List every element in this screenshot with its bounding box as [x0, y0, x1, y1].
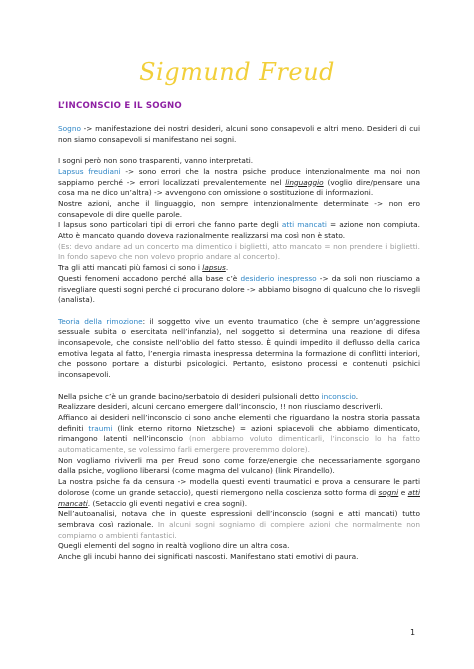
styled-text-run: Lapsus freudiani: [58, 166, 121, 176]
text-run: La nostra psiche fa da censura -> modella questi eventi traumatici e prova a censurare le parti dolorose (come un grande setaccio), questi riemergono nella coscienza sotto forma di: [58, 477, 420, 497]
text-run: Nella psiche c’è un grande bacino/serbatoio di desideri pulsionali detto: [58, 391, 322, 401]
paragraph: [58, 509, 420, 541]
text-run: Anche gli incubi hanno dei significati nascosti. Manifestano stati emotivi di paura.: [58, 552, 359, 562]
text-run: Affianco ai desideri nell’inconscio ci sono anche elementi che riguardano la nostra storia passata definiti: [58, 412, 420, 433]
paragraph: [58, 456, 420, 477]
text-run: . (Setaccio gli eventi negativi e crea sogni).: [87, 498, 248, 508]
paragraph: [58, 392, 420, 403]
paragraph: [58, 477, 420, 509]
text-run: : il soggetto vive un evento traumatico (che è sempre un’aggressione sessuale subita o esercitata nell’infanzia), nel soggetto si determina una reazione di difesa inconsapevole, che consiste nell’oblio del fatto stesso. È quindi impedito il deflusso della carica emotiva legata al fatto, l’energia rimasta inespressa determina la formazione di conflitti interiori, che possono portare a disturbi psicologici. Pertanto, esistono processi e contenuti psichici inconsapevoli.: [58, 316, 420, 380]
paragraph-gap: [58, 306, 420, 317]
styled-text-run: sogni: [378, 487, 399, 497]
paragraph: [58, 242, 420, 263]
paragraph: [58, 541, 420, 552]
styled-text-run: (Es: devo andare ad un concerto ma dimentico i biglietti, atto mancato = non prendere i biglietti. In fondo sapevo che non volevo proprio andare al concerto).: [58, 241, 420, 262]
text-run: Realizzare desideri, alcuni cercano emergere dall’inconscio, !! non riusciamo descriverli.: [58, 402, 383, 412]
styled-text-run: atti mancati: [281, 220, 327, 230]
document-title: Sigmund Freud: [139, 58, 335, 86]
text-run: e: [398, 487, 408, 497]
text-run: I lapsus sono particolari tipi di errori che fanno parte degli: [58, 220, 282, 230]
text-run: Questi fenomeni accadono perché alla base c’è: [58, 273, 241, 283]
paragraph: [58, 274, 420, 306]
paragraph: [58, 317, 420, 381]
text-run: -> manifestazione dei nostri desideri, alcuni sono consapevoli e altri meno. Desideri di cui non siamo consapevoli si manifestano nei sogni.: [58, 124, 420, 144]
paragraph: [58, 402, 420, 413]
styled-text-run: inconscio: [321, 391, 356, 401]
styled-text-run: In alcuni sogni sogniamo di compiere azioni che normalmente non compiamo o ambienti fantastici.: [58, 519, 420, 540]
styled-text-run: Teoria della rimozione: [58, 316, 143, 326]
section-heading: L’INCONSCIO E IL SOGNO: [58, 101, 182, 111]
paragraph-gap: [58, 145, 420, 156]
paragraph: [58, 167, 420, 199]
text-run: Nell’autoanalisi, notava che in queste espressioni dell’inconscio (sogni e atti mancati) tutto sembrava così razionale.: [58, 509, 420, 529]
paragraph: [58, 413, 420, 456]
paragraph: [58, 552, 420, 563]
text-run: Tra gli atti mancati più famosi ci sono i: [58, 263, 203, 273]
paragraph: [58, 124, 420, 145]
text-run: Non vogliamo riviverli ma per Freud sono come forze/energie che necessariamente sgorgano dalla psiche, vogliono liberarsi (come magma del vulcano) (link Pirandello).: [58, 455, 420, 476]
text-run: -> sono errori che la nostra psiche produce intenzionalmente ma noi non sappiamo perché -> errori localizzati prevalentemente nel: [58, 166, 420, 187]
text-run: Nostre azioni, anche il linguaggio, non sempre intenzionalmente determinate -> non ero consapevole di dire quelle parole.: [58, 198, 420, 219]
styled-text-run: (non abbiamo voluto dimenticarli, l’inconscio lo ha fatto automaticamente, se volessimo farli emergere proveremmo dolore).: [58, 434, 420, 455]
text-run: (link eterno ritorno Nietzsche) = azioni spiacevoli che abbiamo dimenticato, rimangono latenti nell’inconscio: [58, 423, 420, 444]
text-run: .: [355, 391, 359, 401]
styled-text-run: atti mancati: [58, 487, 420, 508]
styled-text-run: desiderio inespresso: [240, 273, 317, 283]
paragraph: [58, 156, 420, 167]
styled-text-run: lapsus: [202, 263, 226, 273]
styled-text-run: linguaggio: [285, 177, 324, 187]
body-text: [58, 124, 420, 563]
styled-text-run: Sogno: [58, 124, 81, 133]
text-run: -> da soli non riusciamo a risvegliare questi sogni perché ci procurano dolore -> abbiamo bisogno di qualcuno che lo risvegli (analista).: [58, 273, 420, 305]
paragraph-gap: [58, 381, 420, 392]
text-run: .: [225, 263, 229, 273]
text-run: = azione non compiuta. Atto è mancato quando doveva razionalmente realizzarsi ma così non è stato.: [58, 220, 420, 241]
styled-text-run: traumi: [88, 423, 113, 433]
text-run: Quegli elementi del sogno in realtà vogliono dire un altra cosa.: [58, 541, 290, 551]
paragraph: [58, 220, 420, 241]
text-run: I sogni però non sono trasparenti, vanno interpretati.: [58, 156, 254, 166]
paragraph: [58, 199, 420, 220]
page-number: 1: [410, 628, 416, 637]
paragraph: [58, 263, 420, 274]
text-run: (voglio dire/pensare una cosa ma ne dico un’altra) -> avvengono con omissione o sostituzione di informazioni.: [58, 177, 421, 198]
